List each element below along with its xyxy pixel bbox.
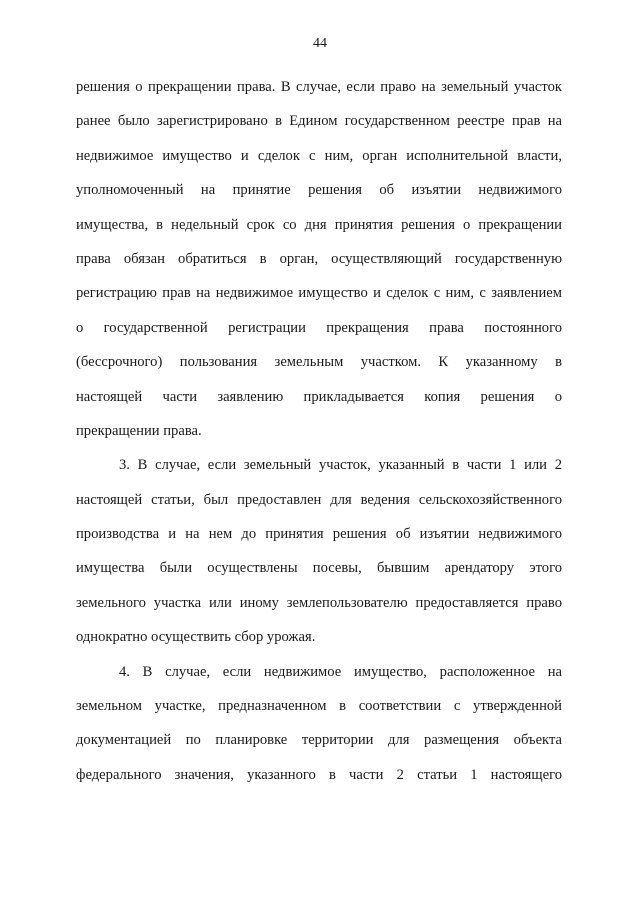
text-line: (бессрочного) пользования земельным участком. К указанному в: [76, 354, 562, 371]
text-line: права обязан обратиться в орган, осуществляющий государственную: [76, 250, 562, 267]
text-line: федерального значения, указанного в части 2 статьи 1 настоящего: [76, 766, 562, 783]
text-line: однократно осуществить сбор урожая.: [76, 629, 316, 646]
text-line: земельного участка или иному землепользователю предоставляется право: [76, 594, 562, 611]
paragraph-item-3: [76, 448, 562, 654]
text-line: имущества, в недельный срок со дня принятия решения о прекращении: [76, 216, 562, 233]
text-line: имущества были осуществлены посевы, бывшим арендатору этого: [76, 560, 562, 577]
text-line: 3. В случае, если земельный участок, указанный в части 1 или 2: [119, 457, 562, 474]
document-body: [76, 70, 562, 792]
text-line: регистрацию прав на недвижимое имущество и сделок с ним, с заявлением: [76, 285, 562, 302]
text-line: 4. В случае, если недвижимое имущество, расположенное на: [119, 663, 562, 680]
text-line: недвижимое имущество и сделок с ним, орган исполнительной власти,: [76, 147, 562, 164]
text-line: настоящей статьи, был предоставлен для ведения сельскохозяйственного: [76, 491, 562, 508]
paragraph-continuation: [76, 70, 562, 448]
text-line: уполномоченный на принятие решения об изъятии недвижимого: [76, 182, 562, 199]
text-line: прекращении права.: [76, 422, 202, 439]
text-line: решения о прекращении права. В случае, если право на земельный участок: [76, 79, 562, 95]
paragraph-item-4: [76, 655, 562, 793]
text-line: документацией по планировке территории для размещения объекта: [76, 732, 562, 749]
text-line: о государственной регистрации прекращения права постоянного: [76, 319, 562, 336]
page-number: 44: [313, 36, 327, 51]
text-line: земельном участке, предназначенном в соответствии с утвержденной: [76, 698, 562, 715]
text-line: ранее было зарегистрировано в Едином государственном реестре прав на: [76, 113, 562, 130]
text-line: настоящей части заявлению прикладывается копия решения о: [76, 388, 562, 405]
text-line: производства и на нем до принятия решения об изъятии недвижимого: [76, 526, 562, 543]
